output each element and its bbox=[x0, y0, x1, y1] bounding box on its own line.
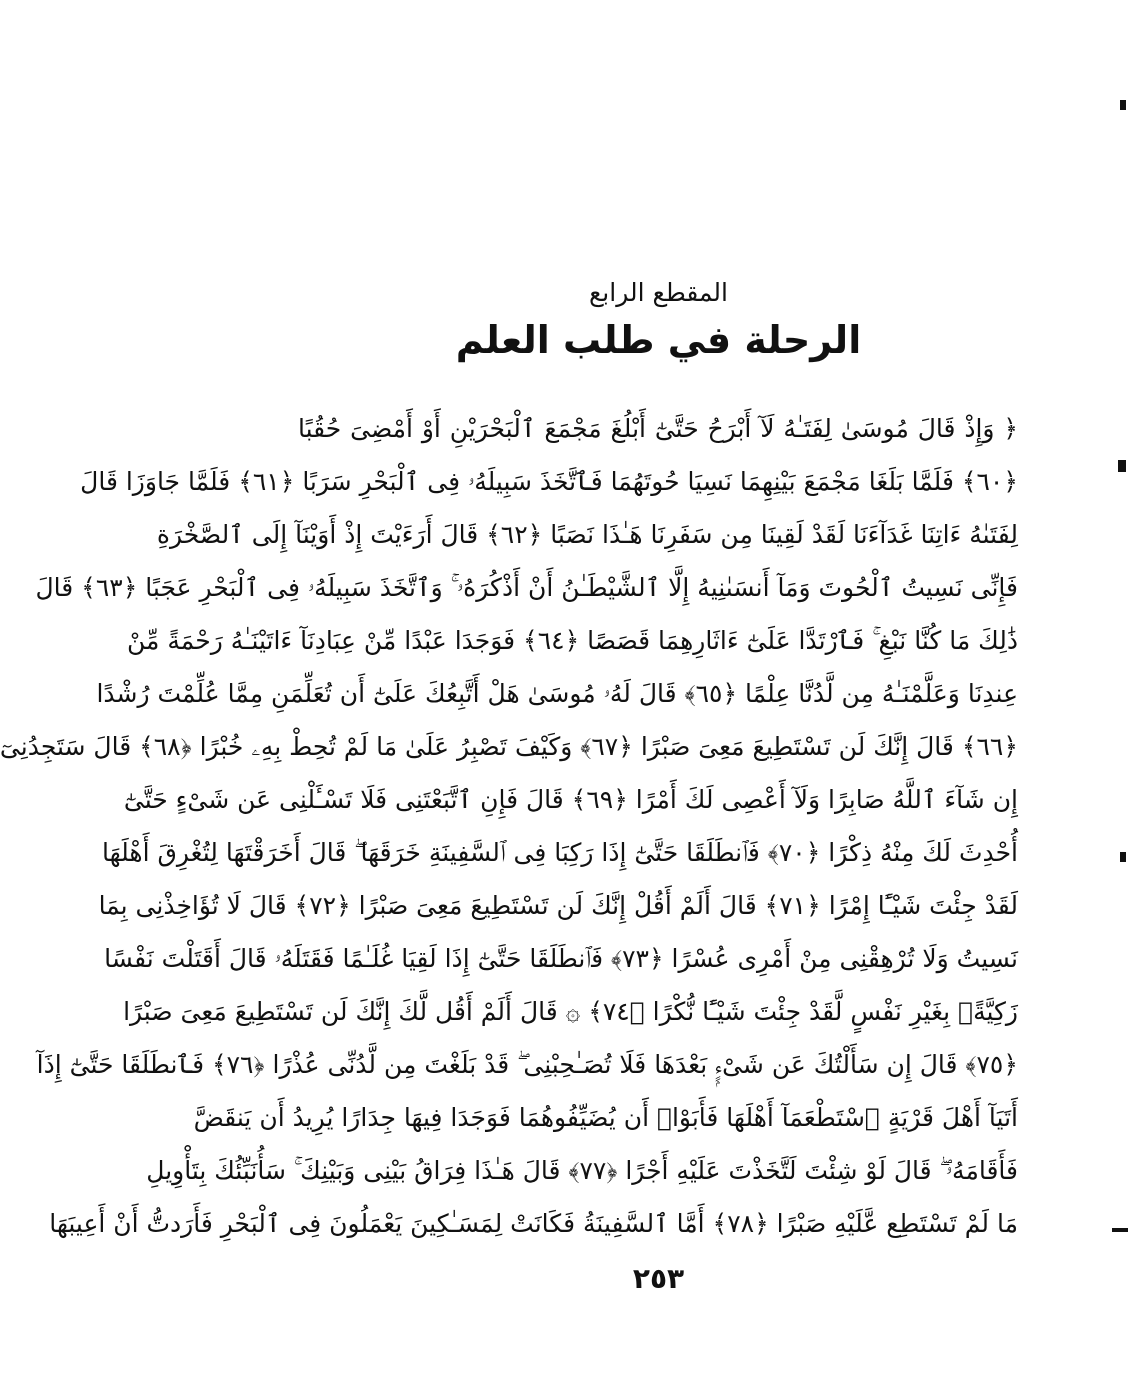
verse-line: لِفَتَىٰهُ ءَاتِنَا غَدَآءَنَا لَقَدْ لَقِينَا مِن سَفَرِنَا هَـٰذَا نَصَبًا ﴿٦٢﴾ قَالَ أَرَءَيْتَ إِذْ أَوَيْنَآ إِلَى ٱلصَّخْرَةِ bbox=[156, 520, 1018, 549]
verse-line: ﴿٦٠﴾ فَلَمَّا بَلَغَا مَجْمَعَ بَيْنِهِمَا نَسِيَا حُوتَهُمَا فَٱتَّخَذَ سَبِيلَهُۥ فِى ٱلْبَحْرِ سَرَبًا ﴿٦١﴾ فَلَمَّا جَاوَزَا قَالَ bbox=[80, 467, 1018, 496]
verse-line: أَتَيَآ أَهْلَ قَرْيَةٍ ٱسْتَطْعَمَآ أَهْلَهَا فَأَبَوْا۟ أَن يُضَيِّفُوهُمَا فَوَجَدَا فِيهَا جِدَارًا يُرِيدُ أَن يَنقَضَّ bbox=[193, 1103, 1018, 1132]
verse-line: إِن شَآءَ ٱللَّهُ صَابِرًا وَلَآ أَعْصِى لَكَ أَمْرًا ﴿٦٩﴾ قَالَ فَإِنِ ٱتَّبَعْتَنِى فَلَا تَسْـَٔلْنِى عَن شَىْءٍ حَتَّىٰٓ bbox=[123, 785, 1018, 814]
scan-edge-mark bbox=[1120, 852, 1126, 862]
scan-edge-mark bbox=[1118, 460, 1126, 472]
verse-line: مَا لَمْ تَسْتَطِع عَّلَيْهِ صَبْرًا ﴿٧٨﴾ أَمَّا ٱلسَّفِينَةُ فَكَانَتْ لِمَسَـٰكِينَ يَعْمَلُونَ فِى ٱلْبَحْرِ فَأَرَدتُّ أَنْ أَعِيبَهَا bbox=[49, 1209, 1018, 1238]
verse-line: ﴿٦٦﴾ قَالَ إِنَّكَ لَن تَسْتَطِيعَ مَعِىَ صَبْرًا ﴿٦٧﴾ وَكَيْفَ تَصْبِرُ عَلَىٰ مَا لَمْ تُحِطْ بِهِۦ خُبْرًا ﴿٦٨﴾ قَالَ سَتَجِدُنِىٓ bbox=[0, 732, 1018, 761]
section-title: الرحلة في طلب العلم bbox=[455, 318, 862, 362]
page-number: ٢٥٣ bbox=[632, 1262, 685, 1295]
verse-line: زَكِيَّةًۢ بِغَيْرِ نَفْسٍ لَّقَدْ جِئْتَ شَيْـًٔا نُّكْرًا ﴿٧٤﴾ ۞ قَالَ أَلَمْ أَقُل لَّكَ إِنَّكَ لَن تَسْتَطِيعَ مَعِىَ صَبْرًا bbox=[123, 997, 1018, 1026]
verse-line: أُحْدِثَ لَكَ مِنْهُ ذِكْرًا ﴿٧٠﴾ فَٱنطَلَقَا حَتَّىٰٓ إِذَا رَكِبَا فِى ٱلسَّفِينَةِ خَرَقَهَا ۖ قَالَ أَخَرَقْتَهَا لِتُغْرِقَ أَهْلَهَا bbox=[101, 838, 1018, 867]
scan-edge-mark bbox=[1120, 100, 1126, 110]
quran-verses-block bbox=[0, 402, 1018, 1250]
verse-line: فَأَقَامَهُۥ ۖ قَالَ لَوْ شِئْتَ لَتَّخَذْتَ عَلَيْهِ أَجْرًا ﴿٧٧﴾ قَالَ هَـٰذَا فِرَاقُ بَيْنِى وَبَيْنِكَ ۚ سَأُنَبِّئُكَ بِتَأْوِيلِ bbox=[146, 1156, 1018, 1185]
scan-edge-mark bbox=[1112, 1228, 1128, 1232]
section-label: المقطع الرابع bbox=[589, 278, 728, 307]
verse-line: ﴿ وَإِذْ قَالَ مُوسَىٰ لِفَتَـٰهُ لَآ أَبْرَحُ حَتَّىٰٓ أَبْلُغَ مَجْمَعَ ٱلْبَحْرَيْنِ أَوْ أَمْضِىَ حُقُبًا bbox=[298, 414, 1018, 443]
verse-line: عِندِنَا وَعَلَّمْنَـٰهُ مِن لَّدُنَّا عِلْمًا ﴿٦٥﴾ قَالَ لَهُۥ مُوسَىٰ هَلْ أَتَّبِعُكَ عَلَىٰٓ أَن تُعَلِّمَنِ مِمَّا عُلِّمْتَ رُشْدًا bbox=[96, 679, 1018, 708]
verse-line: لَقَدْ جِئْتَ شَيْـًٔا إِمْرًا ﴿٧١﴾ قَالَ أَلَمْ أَقُلْ إِنَّكَ لَن تَسْتَطِيعَ مَعِىَ صَبْرًا ﴿٧٢﴾ قَالَ لَا تُؤَاخِذْنِى بِمَا bbox=[98, 891, 1018, 920]
verse-line: فَإِنِّى نَسِيتُ ٱلْحُوتَ وَمَآ أَنسَىٰنِيهُ إِلَّا ٱلشَّيْطَـٰنُ أَنْ أَذْكُرَهُۥ ۚ وَٱتَّخَذَ سَبِيلَهُۥ فِى ٱلْبَحْرِ عَجَبًا ﴿٦٣﴾ قَالَ bbox=[35, 573, 1018, 602]
verse-line: ﴿٧٥﴾ قَالَ إِن سَأَلْتُكَ عَن شَىْءٍۭ بَعْدَهَا فَلَا تُصَـٰحِبْنِى ۖ قَدْ بَلَغْتَ مِن لَّدُنِّى عُذْرًا ﴿٧٦﴾ فَٱنطَلَقَا حَتَّىٰٓ إِذَآ bbox=[36, 1050, 1018, 1079]
verse-line: ذَٰلِكَ مَا كُنَّا نَبْغِ ۚ فَٱرْتَدَّا عَلَىٰٓ ءَاثَارِهِمَا قَصَصًا ﴿٦٤﴾ فَوَجَدَا عَبْدًا مِّنْ عِبَادِنَآ ءَاتَيْنَـٰهُ رَحْمَةً مِّنْ bbox=[127, 626, 1018, 655]
verse-line: نَسِيتُ وَلَا تُرْهِقْنِى مِنْ أَمْرِى عُسْرًا ﴿٧٣﴾ فَٱنطَلَقَا حَتَّىٰٓ إِذَا لَقِيَا غُلَـٰمًا فَقَتَلَهُۥ قَالَ أَقَتَلْتَ نَفْسًا bbox=[104, 944, 1018, 973]
